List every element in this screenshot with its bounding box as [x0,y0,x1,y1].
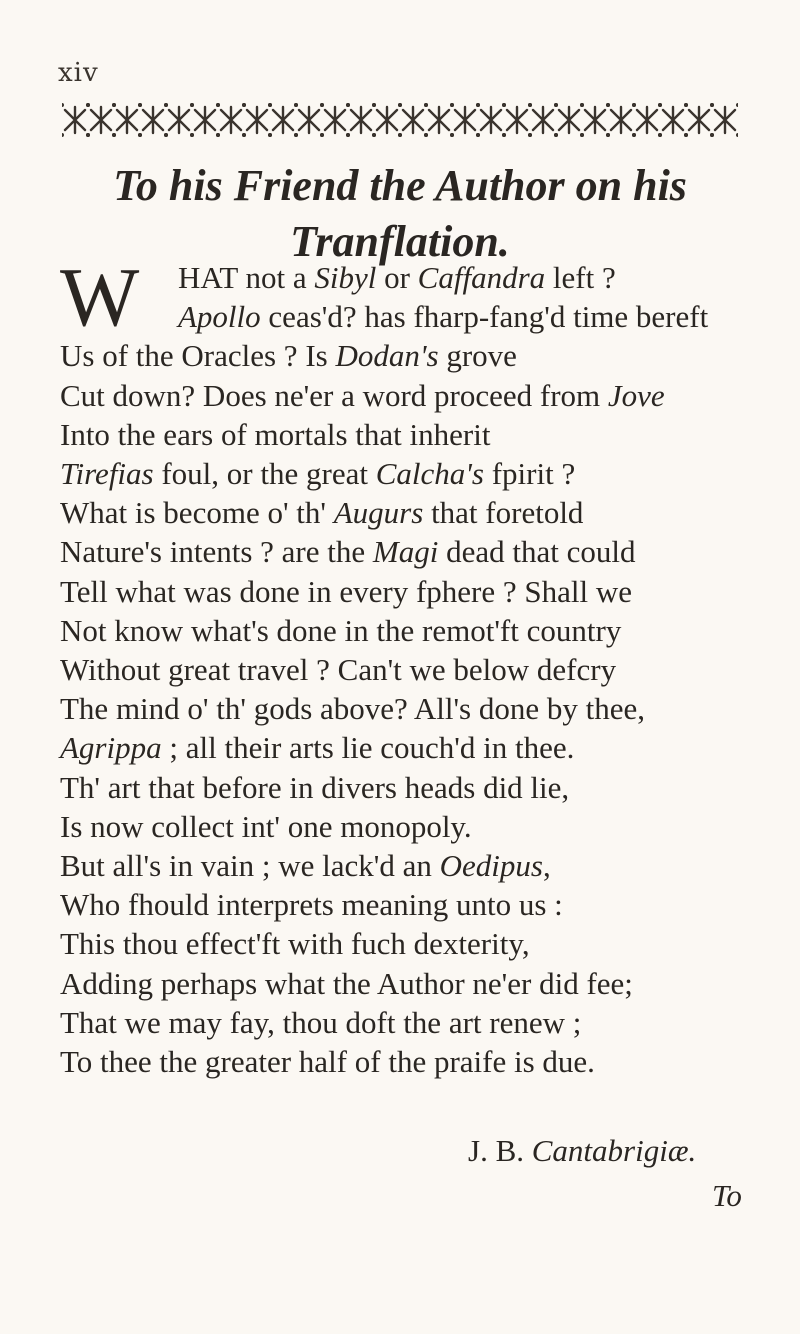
italic-name: Jove [607,377,665,413]
verse-text: Who fhould interprets meaning unto us : [60,887,563,923]
verse-text: Tell what was done in every fphere ? Shall we [60,573,632,609]
fleuron-icon [424,103,454,137]
verse-text: But all's in vain ; we lack'd an [60,848,440,884]
poem-line [60,376,750,415]
fleuron-icon [346,103,376,137]
verse-text: Not know what's done in the remot'ft country [60,612,622,648]
drop-capital: W [60,251,140,344]
verse-text: That we may fay, thou doft the art renew ; [60,1004,582,1040]
poem-line [60,1003,750,1042]
fleuron-icon [658,103,688,137]
fleuron-icon [710,103,738,137]
italic-name: Apollo [178,299,261,335]
italic-name: Calcha's [375,456,484,492]
fleuron-icon [112,103,142,137]
fleuron-icon [320,103,350,137]
heading-line-2: Tranflation. [290,217,510,266]
verse-text: To thee the greater half of the praife is due. [60,1044,595,1080]
italic-name: Magi [372,534,439,570]
verse-text: or [376,260,418,295]
fleuron-icon [476,103,506,137]
verse-text: grove [438,338,517,374]
fleuron-icon [242,103,272,137]
italic-name: Tirefias [60,456,154,492]
fleuron-icon [632,103,662,137]
verse-text: Into the ears of mortals that inherit [60,416,491,452]
signature-place: Cantabrigiæ. [531,1133,697,1168]
fleuron-icon [268,103,298,137]
verse-text: Th' art that before in divers heads did lie, [60,769,570,805]
poem-line [60,611,750,650]
verse-text: This thou effect'ft with fuch dexterity, [60,926,530,962]
poem-body [60,251,750,1081]
verse-text: HAT not a [178,260,315,295]
verse-text: Nature's intents ? are the [60,534,373,570]
fleuron-icon [86,103,116,137]
verse-text: The mind o' th' gods above? All's done by thee, [60,691,645,727]
fleuron-icon [606,103,636,137]
verse-text: left ? [545,260,616,295]
poem-line [60,885,750,924]
poem-line [60,807,750,846]
verse-text: ceas'd? has fharp-fang'd time bereft [260,299,709,335]
fleuron-icon [62,103,90,137]
fleuron-icon [216,103,246,137]
poem-line [60,493,750,532]
poem-line [60,964,750,1003]
signature [468,1133,696,1169]
verse-text: Is now collect int' one monopoly. [60,808,472,844]
italic-name: Oedipus [439,848,543,884]
fleuron-icon [372,103,402,137]
poem-line [60,924,750,963]
poem-line [60,415,750,454]
poem-line [60,258,750,297]
italic-name: Caffandra [417,260,546,295]
fleuron-ornament-band [62,92,738,148]
page-number: xiv [58,58,99,88]
poem-line [60,572,750,611]
poem-line [60,336,750,375]
verse-text: , [542,848,551,884]
fleuron-icon [294,103,324,137]
italic-name: Sibyl [314,260,377,295]
fleuron-icon [580,103,610,137]
poem-line [60,532,750,571]
fleuron-icon [138,103,168,137]
heading-line-1: To his Friend the Author on his [113,161,687,210]
verse-text: Without great travel ? Can't we below defcry [60,652,617,688]
poem-line [60,768,750,807]
verse-text: Cut down? Does ne'er a word proceed from [60,377,608,413]
italic-name: Dodan's [335,338,439,374]
fleuron-icon [450,103,480,137]
fleuron-icon [398,103,428,137]
poem-line [60,1042,750,1081]
italic-name: Augurs [333,495,424,531]
fleuron-icon [190,103,220,137]
poem-line [60,728,750,767]
verse-text: Adding perhaps what the Author ne'er did fee; [60,965,633,1001]
poem-line [60,689,750,728]
poem-line [60,650,750,689]
verse-text: that foretold [423,495,584,531]
italic-name: Agrippa [60,730,162,766]
fleuron-icon [164,103,194,137]
verse-text: fpirit ? [483,456,576,492]
verse-text: Us of the Oracles ? Is [60,338,336,374]
poem-line [60,846,750,885]
verse-text: ; all their arts lie couch'd in thee. [161,730,575,766]
signature-initials: J. B. [468,1133,524,1168]
verse-text: What is become o' th' [60,495,334,531]
fleuron-icon [502,103,532,137]
fleuron-icon [528,103,558,137]
fleuron-icon [554,103,584,137]
poem-line [60,454,750,493]
catchword: To [712,1178,742,1213]
verse-text: dead that could [438,534,636,570]
fleuron-icon [684,103,714,137]
verse-text: foul, or the great [153,456,376,492]
poem-line [60,297,750,336]
